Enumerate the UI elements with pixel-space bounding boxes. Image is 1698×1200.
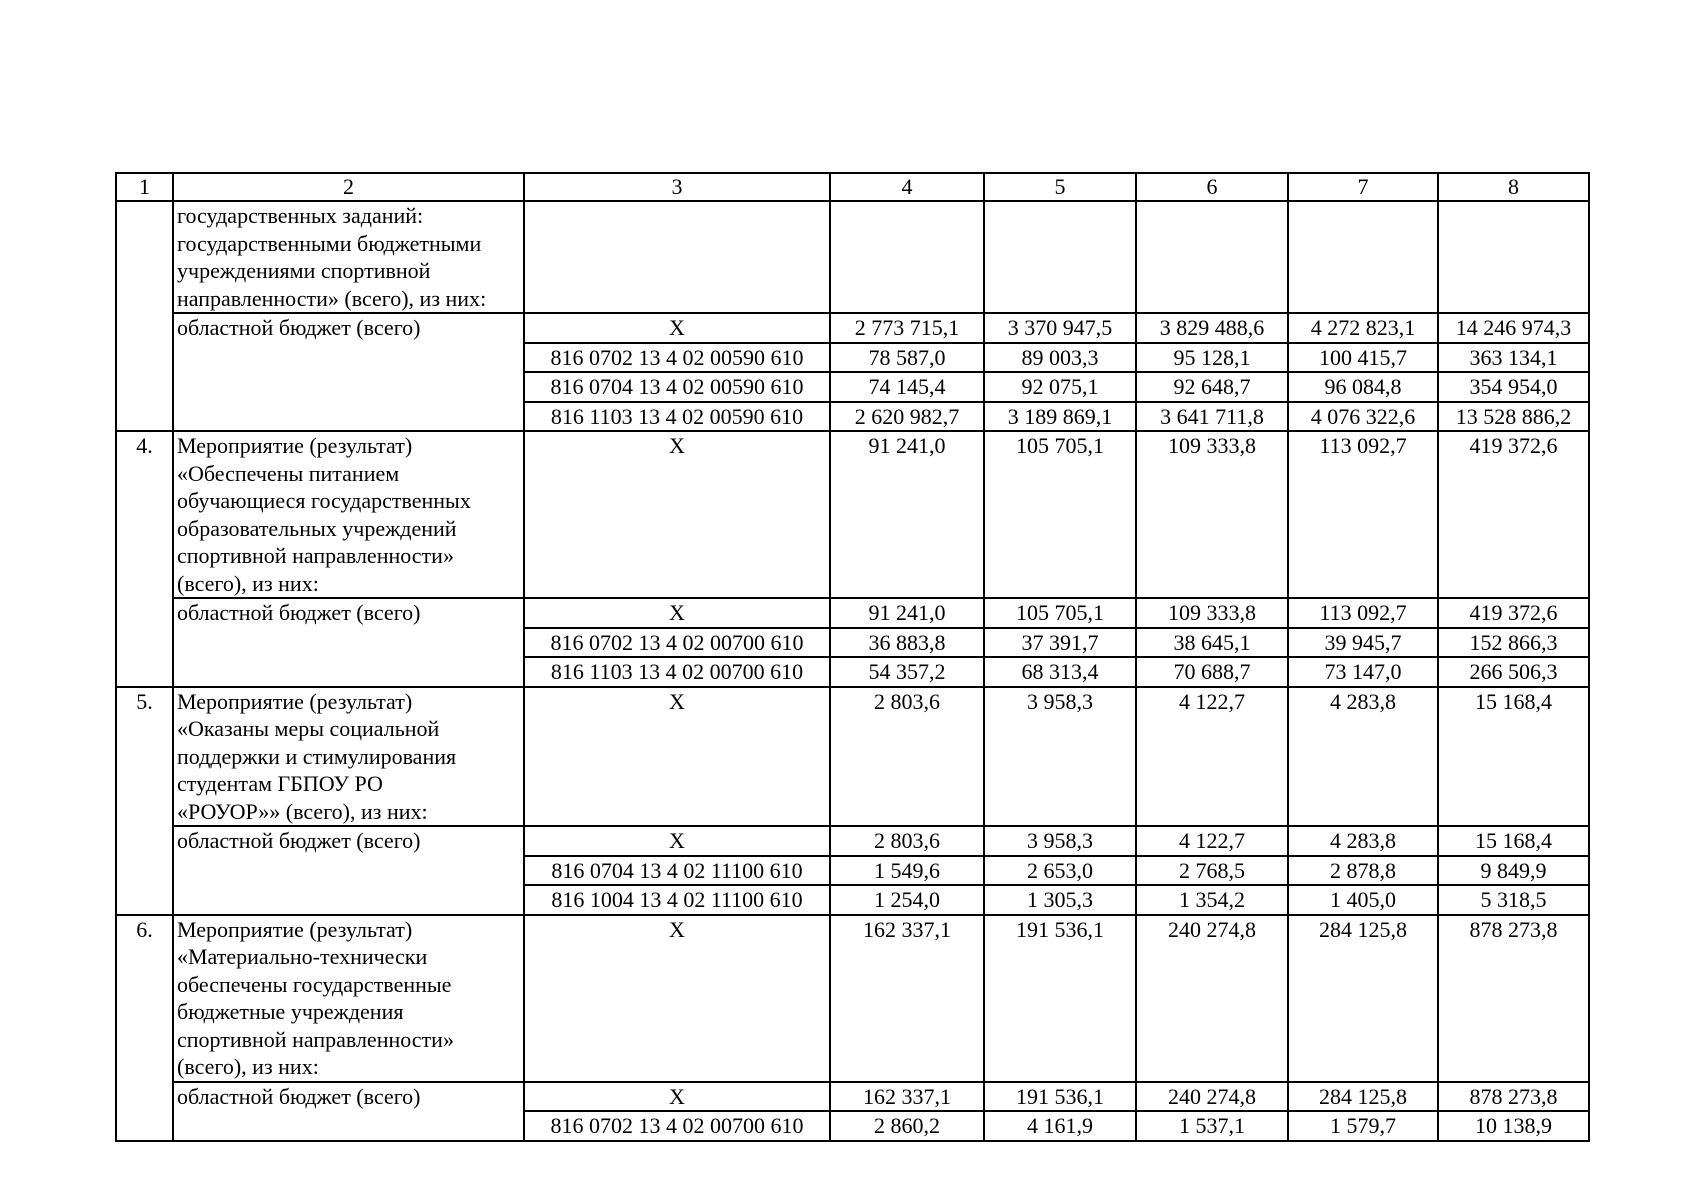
amount-cell: 113 092,7 [1288, 598, 1438, 628]
amount-cell: 100 415,7 [1288, 343, 1438, 373]
amount-cell: 284 125,8 [1288, 1082, 1438, 1112]
amount-cell: 15 168,4 [1438, 687, 1589, 827]
amount-cell: 191 536,1 [984, 1082, 1136, 1112]
amount-cell: 2 768,5 [1136, 856, 1288, 886]
amount-cell: 3 641 711,8 [1136, 402, 1288, 432]
column-number-header: 3 [524, 173, 830, 201]
funding-source-label: областной бюджет (всего) [173, 826, 524, 915]
column-number-header: 8 [1438, 173, 1589, 201]
amount-cell: 74 145,4 [830, 372, 984, 402]
amount-cell: 89 003,3 [984, 343, 1136, 373]
amount-cell: 1 405,0 [1288, 885, 1438, 915]
amount-cell: 284 125,8 [1288, 915, 1438, 1082]
amount-cell: 92 075,1 [984, 372, 1136, 402]
funding-row [116, 1082, 1589, 1112]
item-number: 6. [116, 915, 173, 1141]
amount-cell: 266 506,3 [1438, 657, 1589, 687]
amount-cell [1438, 201, 1589, 313]
amount-cell: 1 579,7 [1288, 1111, 1438, 1141]
amount-cell: 105 705,1 [984, 431, 1136, 598]
amount-cell: 109 333,8 [1136, 431, 1288, 598]
amount-cell [830, 201, 984, 313]
budget-code [524, 201, 830, 313]
amount-cell: 363 134,1 [1438, 343, 1589, 373]
amount-cell: 10 138,9 [1438, 1111, 1589, 1141]
amount-cell: 4 122,7 [1136, 687, 1288, 827]
amount-cell: 9 849,9 [1438, 856, 1589, 886]
amount-cell: 878 273,8 [1438, 915, 1589, 1082]
amount-cell [1136, 201, 1288, 313]
amount-cell: 15 168,4 [1438, 826, 1589, 856]
amount-cell: 878 273,8 [1438, 1082, 1589, 1112]
budget-code: 816 0702 13 4 02 00700 610 [524, 628, 830, 658]
amount-cell: 96 084,8 [1288, 372, 1438, 402]
amount-cell: 4 283,8 [1288, 687, 1438, 827]
amount-cell: 240 274,8 [1136, 1082, 1288, 1112]
amount-cell: 113 092,7 [1288, 431, 1438, 598]
amount-cell: 68 313,4 [984, 657, 1136, 687]
activity-description: Мероприятие (результат) «Оказаны меры социальной поддержки и стимулирования студентам ГБПОУ РО «РОУОР»» (всего), из них: [173, 687, 524, 827]
amount-cell: 39 945,7 [1288, 628, 1438, 658]
amount-cell: 2 653,0 [984, 856, 1136, 886]
budget-code: Х [524, 915, 830, 1082]
amount-cell: 2 773 715,1 [830, 313, 984, 343]
amount-cell: 70 688,7 [1136, 657, 1288, 687]
activity-row [116, 915, 1589, 1082]
amount-cell: 91 241,0 [830, 431, 984, 598]
amount-cell: 3 958,3 [984, 687, 1136, 827]
funding-source-label: областной бюджет (всего) [173, 313, 524, 431]
item-number: 5. [116, 687, 173, 915]
amount-cell: 2 803,6 [830, 826, 984, 856]
budget-code: Х [524, 687, 830, 827]
amount-cell: 2 878,8 [1288, 856, 1438, 886]
amount-cell: 3 370 947,5 [984, 313, 1136, 343]
budget-code: Х [524, 826, 830, 856]
budget-code: Х [524, 1082, 830, 1112]
budget-code: 816 0702 13 4 02 00700 610 [524, 1111, 830, 1141]
amount-cell: 191 536,1 [984, 915, 1136, 1082]
activity-row [116, 431, 1589, 598]
amount-cell: 91 241,0 [830, 598, 984, 628]
amount-cell: 4 283,8 [1288, 826, 1438, 856]
header-row [116, 173, 1589, 201]
funding-row [116, 313, 1589, 343]
item-number [116, 201, 173, 431]
amount-cell [1288, 201, 1438, 313]
budget-code: Х [524, 598, 830, 628]
amount-cell: 14 246 974,3 [1438, 313, 1589, 343]
amount-cell: 4 122,7 [1136, 826, 1288, 856]
amount-cell: 95 128,1 [1136, 343, 1288, 373]
amount-cell: 1 537,1 [1136, 1111, 1288, 1141]
funding-source-label: областной бюджет (всего) [173, 1082, 524, 1141]
amount-cell: 2 803,6 [830, 687, 984, 827]
amount-cell: 36 883,8 [830, 628, 984, 658]
amount-cell: 3 958,3 [984, 826, 1136, 856]
amount-cell: 3 189 869,1 [984, 402, 1136, 432]
activity-row [116, 201, 1589, 313]
column-number-header: 7 [1288, 173, 1438, 201]
amount-cell: 3 829 488,6 [1136, 313, 1288, 343]
funding-row [116, 598, 1589, 628]
table-body [116, 173, 1589, 1141]
amount-cell: 2 620 982,7 [830, 402, 984, 432]
amount-cell: 73 147,0 [1288, 657, 1438, 687]
amount-cell: 152 866,3 [1438, 628, 1589, 658]
activity-row [116, 687, 1589, 827]
amount-cell [984, 201, 1136, 313]
budget-code: 816 1103 13 4 02 00590 610 [524, 402, 830, 432]
amount-cell: 37 391,7 [984, 628, 1136, 658]
amount-cell: 1 254,0 [830, 885, 984, 915]
amount-cell: 38 645,1 [1136, 628, 1288, 658]
amount-cell: 105 705,1 [984, 598, 1136, 628]
budget-code: 816 1004 13 4 02 11100 610 [524, 885, 830, 915]
budget-code: 816 0704 13 4 02 11100 610 [524, 856, 830, 886]
activity-description: Мероприятие (результат) «Обеспечены питанием обучающиеся государственных образовательных учреждений спортивной направленности» (всего), из них: [173, 431, 524, 598]
amount-cell: 2 860,2 [830, 1111, 984, 1141]
amount-cell: 419 372,6 [1438, 598, 1589, 628]
amount-cell: 54 357,2 [830, 657, 984, 687]
amount-cell: 162 337,1 [830, 915, 984, 1082]
activity-description: государственных заданий: государственными бюджетными учреждениями спортивной направленности» (всего), из них: [173, 201, 524, 313]
amount-cell: 240 274,8 [1136, 915, 1288, 1082]
budget-code: 816 0704 13 4 02 00590 610 [524, 372, 830, 402]
column-number-header: 4 [830, 173, 984, 201]
amount-cell: 1 549,6 [830, 856, 984, 886]
funding-source-label: областной бюджет (всего) [173, 598, 524, 687]
column-number-header: 6 [1136, 173, 1288, 201]
amount-cell: 92 648,7 [1136, 372, 1288, 402]
amount-cell: 78 587,0 [830, 343, 984, 373]
column-number-header: 5 [984, 173, 1136, 201]
amount-cell: 162 337,1 [830, 1082, 984, 1112]
budget-code: 816 1103 13 4 02 00700 610 [524, 657, 830, 687]
amount-cell: 419 372,6 [1438, 431, 1589, 598]
funding-row [116, 826, 1589, 856]
amount-cell: 4 272 823,1 [1288, 313, 1438, 343]
amount-cell: 354 954,0 [1438, 372, 1589, 402]
amount-cell: 1 354,2 [1136, 885, 1288, 915]
item-number: 4. [116, 431, 173, 687]
column-number-header: 1 [116, 173, 173, 201]
budget-table [115, 172, 1590, 1142]
amount-cell: 4 076 322,6 [1288, 402, 1438, 432]
budget-code: Х [524, 431, 830, 598]
column-number-header: 2 [173, 173, 524, 201]
budget-code: Х [524, 313, 830, 343]
amount-cell: 1 305,3 [984, 885, 1136, 915]
amount-cell: 5 318,5 [1438, 885, 1589, 915]
amount-cell: 4 161,9 [984, 1111, 1136, 1141]
activity-description: Мероприятие (результат) «Материально-технически обеспечены государственные бюджетные учреждения спортивной направленности» (всего), из них: [173, 915, 524, 1082]
amount-cell: 109 333,8 [1136, 598, 1288, 628]
budget-code: 816 0702 13 4 02 00590 610 [524, 343, 830, 373]
amount-cell: 13 528 886,2 [1438, 402, 1589, 432]
